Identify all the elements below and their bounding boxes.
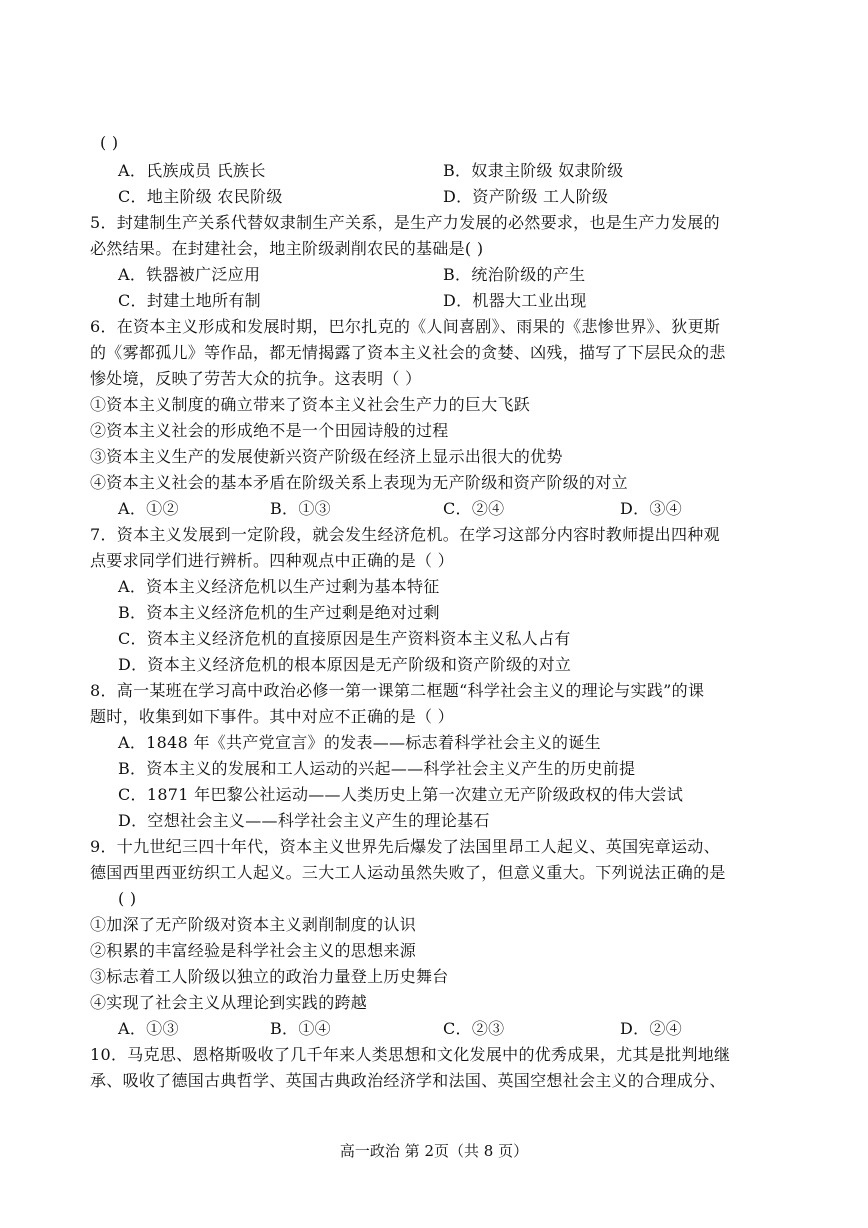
- question-6-text: 6．在资本主义形成和发展时期，巴尔扎克的《人间喜剧》、雨果的《悲惨世界》、狄更斯: [90, 317, 721, 336]
- option-d: D．②④: [620, 1019, 683, 1038]
- option-a: A．资本主义经济危机以生产过剩为基本特征: [118, 577, 440, 596]
- option-d: D．空想社会主义——科学社会主义产生的理论基石: [118, 811, 490, 830]
- question-7-text: 点要求同学们进行辨析。四种观点中正确的是（ ）: [90, 551, 454, 570]
- statement-3: ③资本主义生产的发展使新兴资产阶级在经济上显示出很大的优势: [90, 447, 563, 466]
- option-a: A．氏族成员 氏族长: [118, 161, 266, 180]
- statement-4: ④资本主义社会的基本矛盾在阶级关系上表现为无产阶级和资产阶级的对立: [90, 473, 628, 492]
- option-a: A．①②: [118, 499, 179, 518]
- question-10-text: 承、吸收了德国古典哲学、英国古典政治经济学和法国、英国空想社会主义的合理成分、: [90, 1071, 726, 1090]
- option-a: A．铁器被广泛应用: [118, 265, 261, 284]
- answer-bracket: ( ): [118, 889, 137, 908]
- question-6-text: 的《雾都孤儿》等作品，都无情揭露了资本主义社会的贪婪、凶残，描写了下层民众的悲: [90, 343, 726, 362]
- option-c: C．②④: [443, 499, 505, 518]
- statement-2: ②积累的丰富经验是科学社会主义的思想来源: [90, 941, 417, 960]
- question-9-text: 德国西里西亚纺织工人起义。三大工人运动虽然失败了，但意义重大。下列说法正确的是: [90, 863, 726, 882]
- statement-1: ①资本主义制度的确立带来了资本主义社会生产力的巨大飞跃: [90, 395, 531, 414]
- option-c: C．资本主义经济危机的直接原因是生产资料资本主义私人占有: [118, 629, 571, 648]
- statement-3: ③标志着工人阶级以独立的政治力量登上历史舞台: [90, 967, 449, 986]
- option-b: B．①④: [270, 1019, 331, 1038]
- option-a: A．1848 年《共产党宣言》的发表——标志着科学社会主义的诞生: [118, 733, 601, 752]
- question-8-text: 8．高一某班在学习高中政治必修一第一课第二框题“科学社会主义的理论与实践”的课: [90, 681, 705, 700]
- option-b: B．资本主义的发展和工人运动的兴起——科学社会主义产生的历史前提: [118, 759, 636, 778]
- option-c: C．②③: [443, 1019, 505, 1038]
- option-d: D．③④: [620, 499, 683, 518]
- option-b: B．①③: [270, 499, 331, 518]
- question-6-text: 惨处境，反映了劳苦大众的抗争。这表明（ ）: [90, 369, 422, 388]
- question-10-text: 10．马克思、恩格斯吸收了几千年来人类思想和文化发展中的优秀成果，尤其是批判地继: [90, 1045, 731, 1064]
- option-d: D．资产阶级 工人阶级: [443, 187, 609, 206]
- option-c: C．封建土地所有制: [118, 291, 261, 310]
- statement-2: ②资本主义社会的形成绝不是一个田园诗般的过程: [90, 421, 449, 440]
- statement-1: ①加深了无产阶级对资本主义剥削制度的认识: [90, 915, 417, 934]
- option-a: A．①③: [118, 1019, 179, 1038]
- page-footer: 高一政治 第 2页（共 8 页）: [339, 1142, 529, 1160]
- question-8-text: 题时，收集到如下事件。其中对应不正确的是（ ）: [90, 707, 454, 726]
- option-b: B．统治阶级的产生: [443, 265, 586, 284]
- option-d: D．资本主义经济危机的根本原因是无产阶级和资产阶级的对立: [118, 655, 572, 674]
- question-5-text: 必然结果。在封建社会，地主阶级剥削农民的基础是( ): [90, 239, 484, 258]
- answer-bracket: ( ): [100, 133, 119, 152]
- option-c: C．1871 年巴黎公社运动——人类历史上第一次建立无产阶级政权的伟大尝试: [118, 785, 684, 804]
- statement-4: ④实现了社会主义从理论到实践的跨越: [90, 993, 368, 1012]
- option-c: C．地主阶级 农民阶级: [118, 187, 283, 206]
- question-9-text: 9．十九世纪三四十年代，资本主义世界先后爆发了法国里昂工人起义、英国宪章运动、: [90, 837, 720, 856]
- question-7-text: 7．资本主义发展到一定阶段，就会发生经济危机。在学习这部分内容时教师提出四种观: [90, 525, 720, 544]
- option-d: D．机器大工业出现: [443, 291, 587, 310]
- option-b: B．奴隶主阶级 奴隶阶级: [443, 161, 624, 180]
- question-5-text: 5．封建制生产关系代替奴隶制生产关系，是生产力发展的必然要求，也是生产力发展的: [90, 213, 720, 232]
- option-b: B．资本主义经济危机的生产过剩是绝对过剩: [118, 603, 440, 622]
